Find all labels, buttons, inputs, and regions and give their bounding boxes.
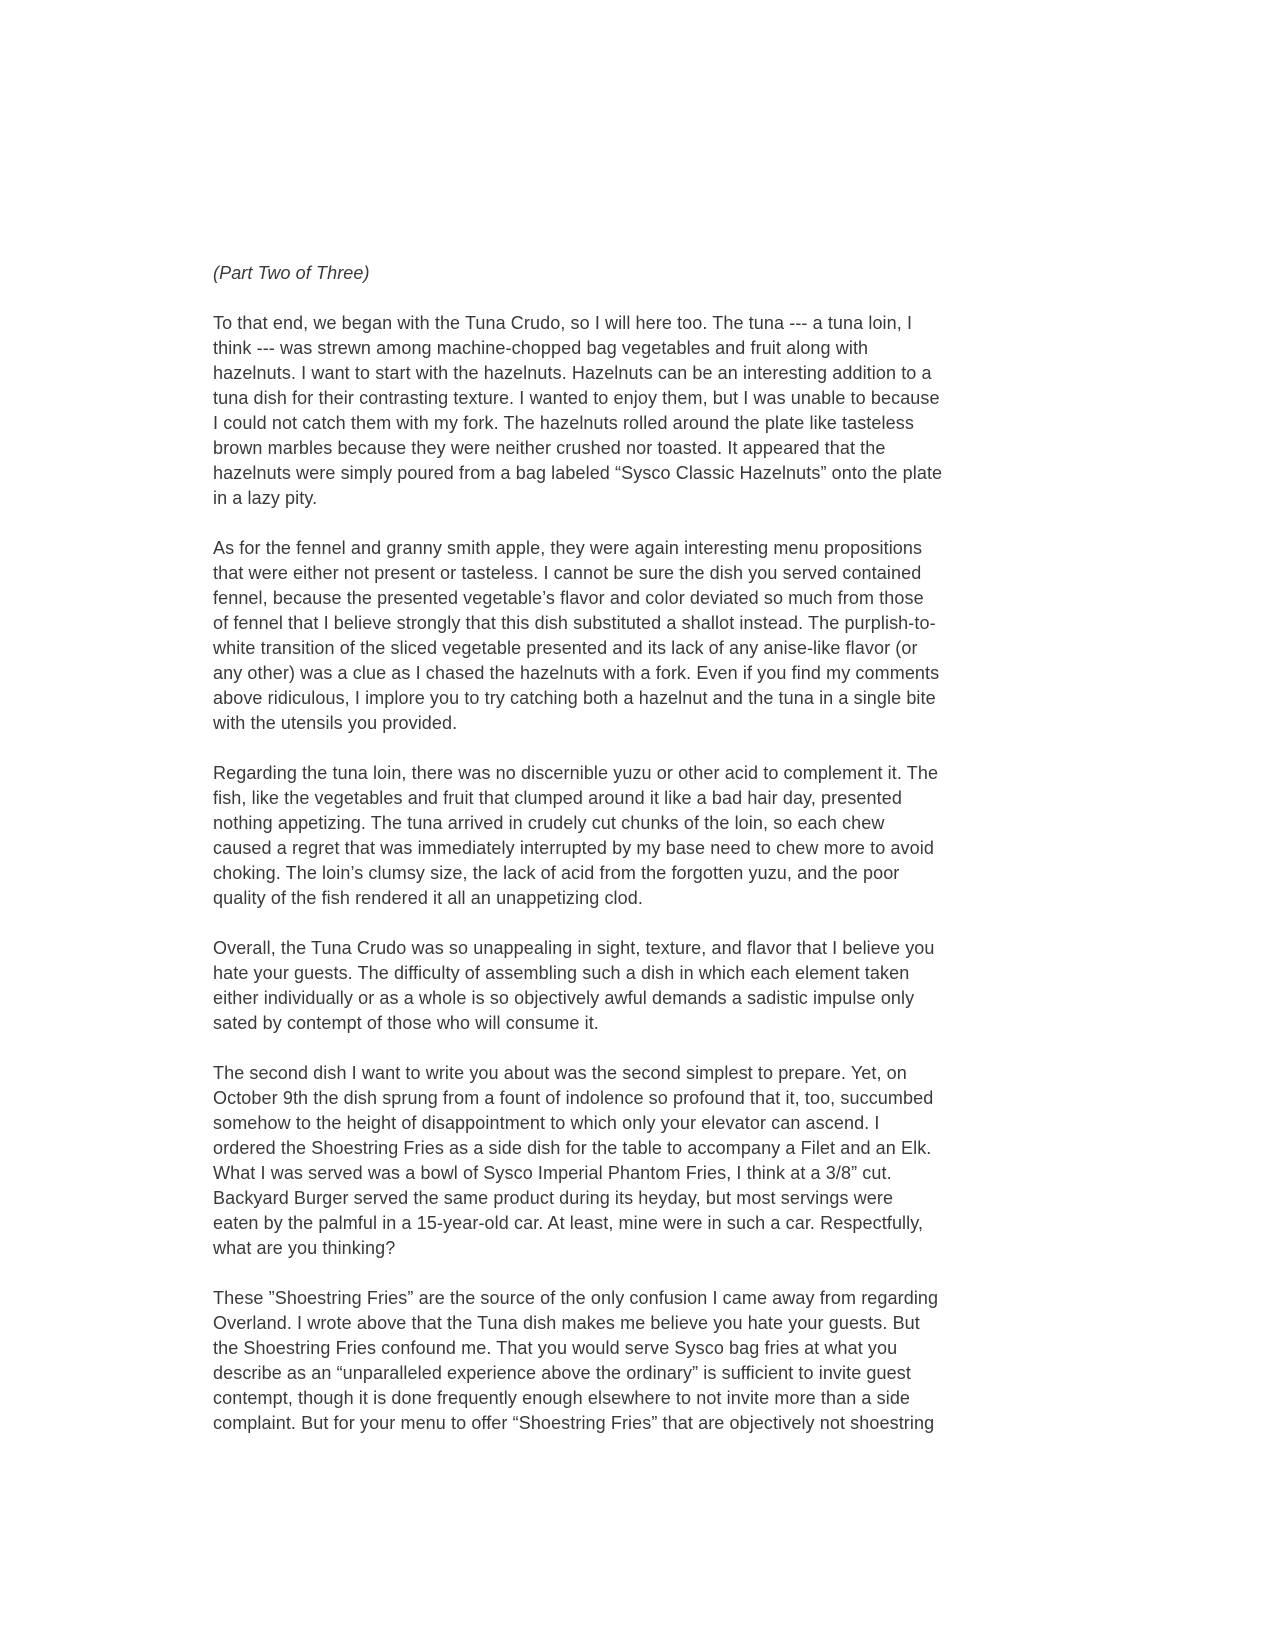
text-line: hazelnuts. I want to start with the hazelnuts. Hazelnuts can be an interesting addition to a: [213, 363, 932, 383]
text-line: fennel, because the presented vegetable’s flavor and color deviated so much from those: [213, 588, 924, 608]
text-line: What I was served was a bowl of Sysco Imperial Phantom Fries, I think at a 3/8” cut.: [213, 1163, 892, 1183]
text-line: October 9th the dish sprung from a fount of indolence so profound that it, too, succumbed: [213, 1088, 934, 1108]
text-line: above ridiculous, I implore you to try catching both a hazelnut and the tuna in a single bite: [213, 688, 936, 708]
text-line: fish, like the vegetables and fruit that clumped around it like a bad hair day, presented: [213, 788, 902, 808]
text-line: that were either not present or tasteless. I cannot be sure the dish you served contained: [213, 563, 922, 583]
text-line: in a lazy pity.: [213, 488, 318, 508]
text-line: think --- was strewn among machine-chopped bag vegetables and fruit along with: [213, 338, 869, 358]
text-line: quality of the fish rendered it all an unappetizing clod.: [213, 888, 643, 908]
part-heading: (Part Two of Three): [213, 263, 370, 283]
text-line: I could not catch them with my fork. The hazelnuts rolled around the plate like tasteless: [213, 413, 914, 433]
text-line: caused a regret that was immediately interrupted by my base need to chew more to avoid: [213, 838, 934, 858]
text-line: white transition of the sliced vegetable presented and its lack of any anise-like flavor (or: [213, 638, 918, 658]
text-line: brown marbles because they were neither crushed nor toasted. It appeared that the: [213, 438, 886, 458]
text-line: the Shoestring Fries confound me. That you would serve Sysco bag fries at what you: [213, 1338, 898, 1358]
text-line: hazelnuts were simply poured from a bag labeled “Sysco Classic Hazelnuts” onto the plate: [213, 463, 943, 483]
text-line: eaten by the palmful in a 15-year-old car. At least, mine were in such a car. Respectfully,: [213, 1213, 924, 1233]
text-line: complaint. But for your menu to offer “Shoestring Fries” that are objectively not shoestring: [213, 1413, 935, 1433]
text-line: choking. The loin’s clumsy size, the lack of acid from the forgotten yuzu, and the poor: [213, 863, 900, 883]
text-line: with the utensils you provided.: [213, 713, 458, 733]
text-line: contempt, though it is done frequently enough elsewhere to not invite more than a side: [213, 1388, 911, 1408]
text-line: nothing appetizing. The tuna arrived in crudely cut chunks of the loin, so each chew: [213, 813, 885, 833]
paragraph-second-dish: [213, 1061, 1063, 1261]
text-line: To that end, we began with the Tuna Crudo, so I will here too. The tuna --- a tuna loin, I: [213, 313, 913, 333]
paragraph-tuna-crudo-overall: [213, 936, 1063, 1036]
text-line: describe as an “unparalleled experience above the ordinary” is sufficient to invite guest: [213, 1363, 911, 1383]
text-line: of fennel that I believe strongly that this dish substituted a shallot instead. The purplish-to-: [213, 613, 936, 633]
text-line: Overall, the Tuna Crudo was so unappealing in sight, texture, and flavor that I believe you: [213, 938, 935, 958]
text-line: sated by contempt of those who will consume it.: [213, 1013, 599, 1033]
text-line: ordered the Shoestring Fries as a side dish for the table to accompany a Filet and an Elk.: [213, 1138, 932, 1158]
paragraph-shoestring-confusion: [213, 1286, 1063, 1436]
text-line: either individually or as a whole is so objectively awful demands a sadistic impulse only: [213, 988, 915, 1008]
paragraph-fennel-apple: [213, 536, 1063, 736]
text-line: any other) was a clue as I chased the hazelnuts with a fork. Even if you find my comments: [213, 663, 940, 683]
text-line: tuna dish for their contrasting texture. I wanted to enjoy them, but I was unable to because: [213, 388, 940, 408]
text-line: Overland. I wrote above that the Tuna dish makes me believe you hate your guests. But: [213, 1313, 920, 1333]
paragraph-tuna-crudo-intro: [213, 311, 1063, 511]
text-line: These ”Shoestring Fries” are the source of the only confusion I came away from regarding: [213, 1288, 939, 1308]
letter-body: [213, 261, 1063, 1436]
text-line: Backyard Burger served the same product during its heyday, but most servings were: [213, 1188, 894, 1208]
paragraph-tuna-loin: [213, 761, 1063, 911]
text-line: The second dish I want to write you about was the second simplest to prepare. Yet, on: [213, 1063, 907, 1083]
text-line: what are you thinking?: [213, 1238, 396, 1258]
text-line: Regarding the tuna loin, there was no discernible yuzu or other acid to complement it. The: [213, 763, 939, 783]
text-line: somehow to the height of disappointment to which only your elevator can ascend. I: [213, 1113, 880, 1133]
text-line: hate your guests. The difficulty of assembling such a dish in which each element taken: [213, 963, 910, 983]
text-line: As for the fennel and granny smith apple, they were again interesting menu propositions: [213, 538, 923, 558]
